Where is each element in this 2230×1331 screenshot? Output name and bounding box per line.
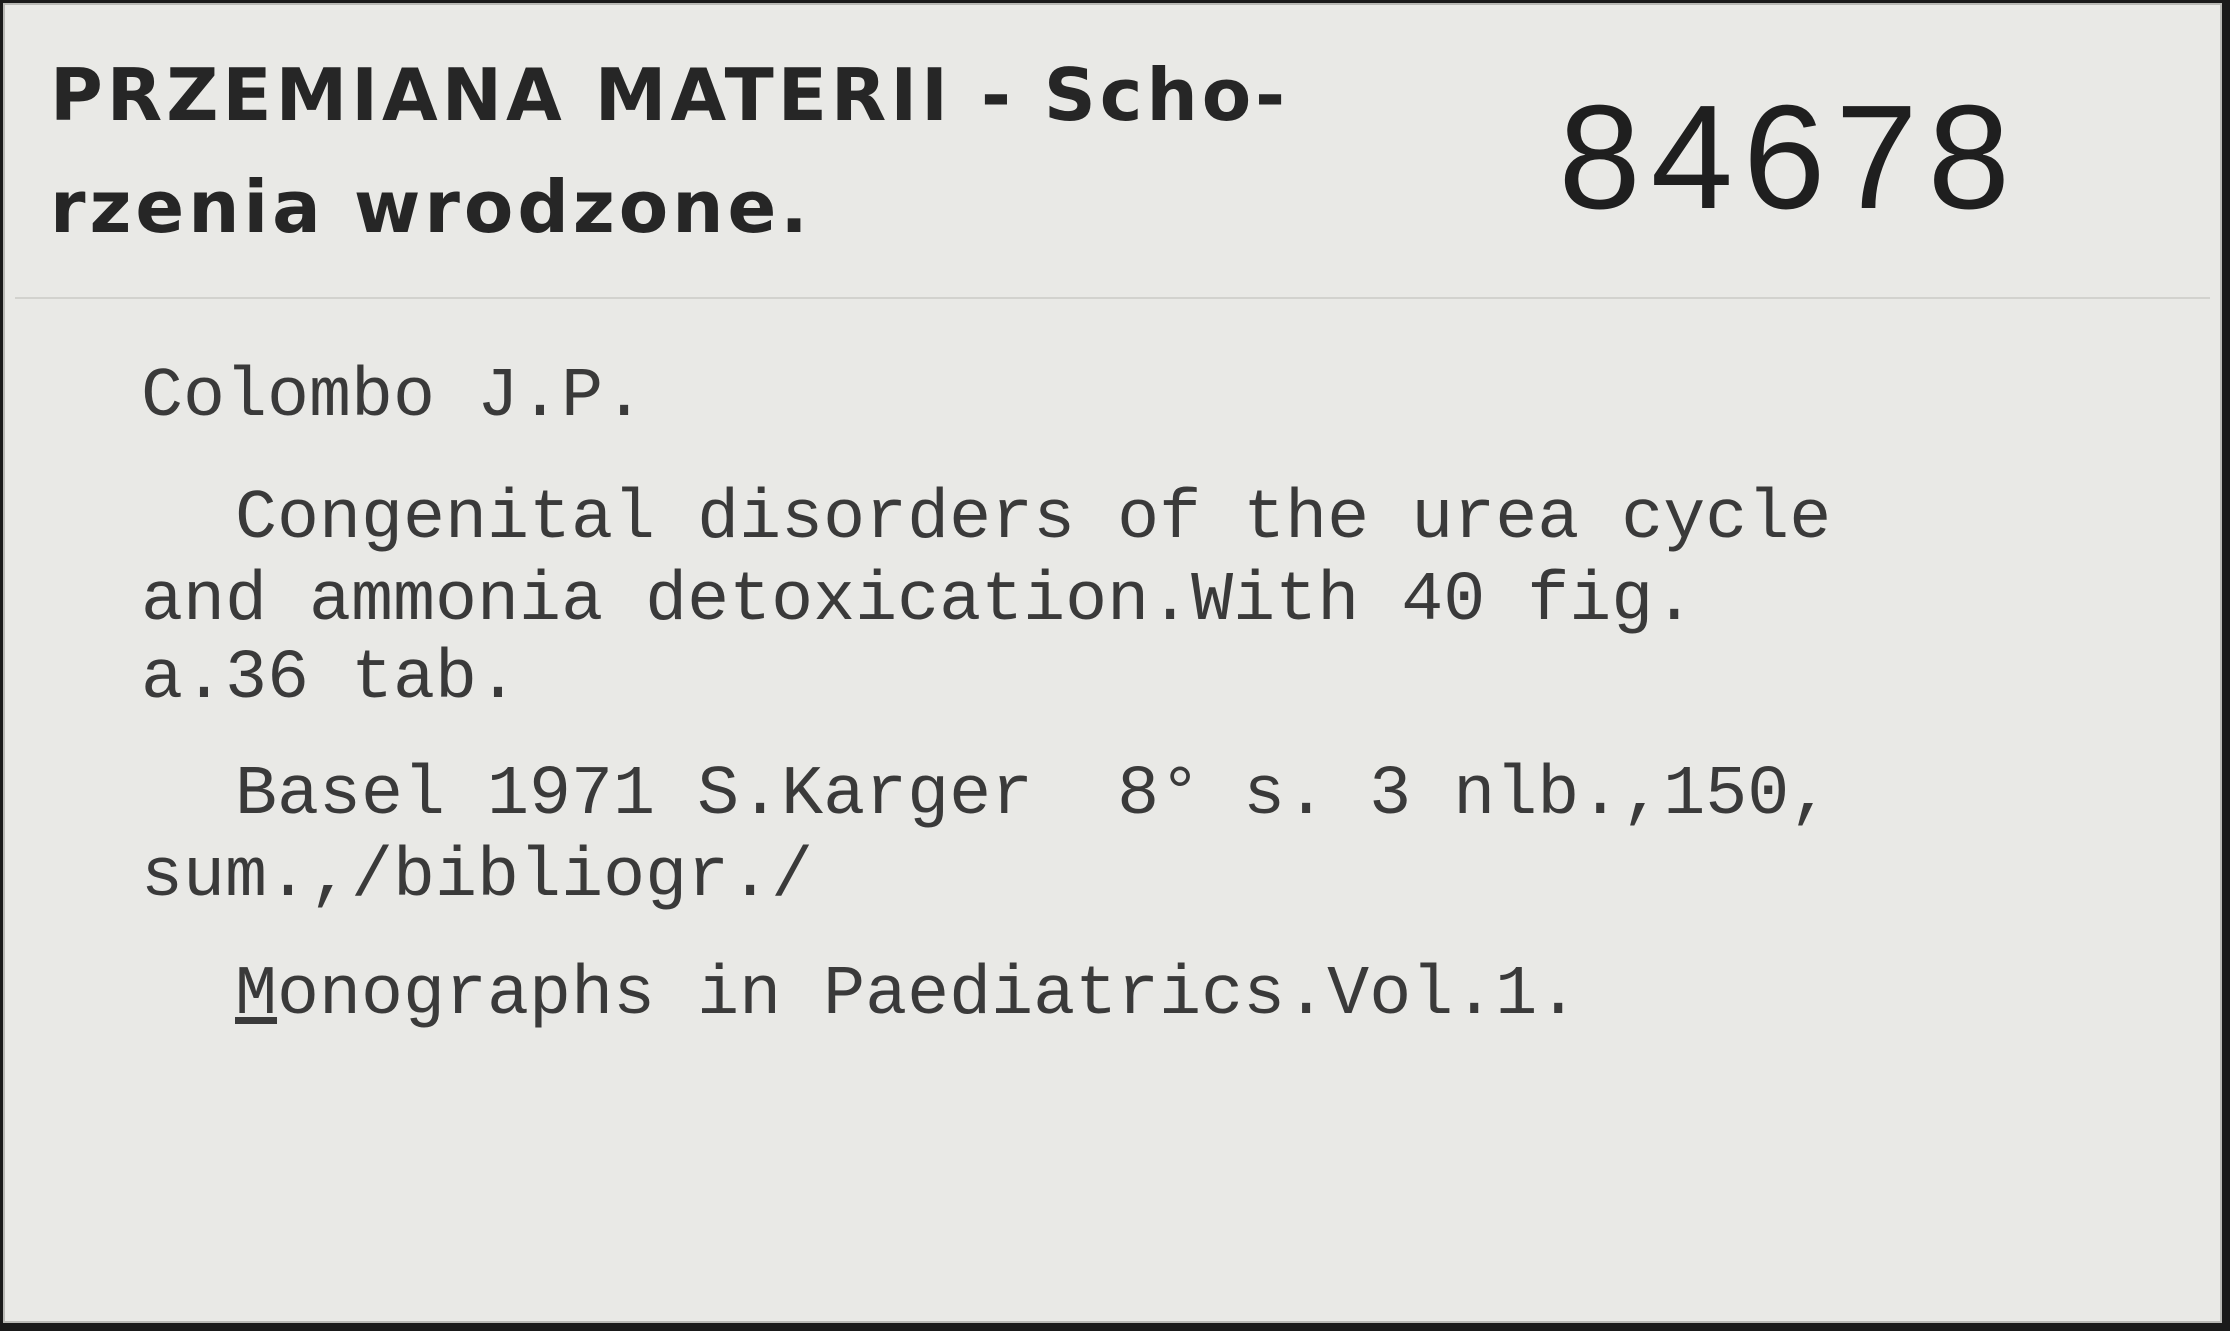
subject-heading-line2: rzenia wrodzone. xyxy=(50,165,812,249)
series-statement xyxy=(235,956,1580,1035)
subject-heading-line1: PRZEMIANA MATERII - Scho- xyxy=(50,53,1290,137)
title-line-3: a.36 tab. xyxy=(141,640,520,719)
imprint-line-1: Basel 1971 S.Karger 8° s. 3 nlb.,150, xyxy=(235,756,1832,835)
title-line-2: and ammonia detoxication.With 40 fig. xyxy=(141,562,1696,641)
catalog-number: 84678 xyxy=(1558,75,2020,240)
series-underlined-letter: M xyxy=(235,956,278,1035)
imprint-line-2: sum.,/bibliogr./ xyxy=(141,838,814,917)
divider xyxy=(15,297,2210,299)
series-text: onographs in Paediatrics.Vol.1. xyxy=(277,956,1580,1035)
author: Colombo J.P. xyxy=(141,358,646,437)
catalog-card xyxy=(3,3,2222,1323)
title-line-1: Congenital disorders of the urea cycle xyxy=(235,480,1832,559)
